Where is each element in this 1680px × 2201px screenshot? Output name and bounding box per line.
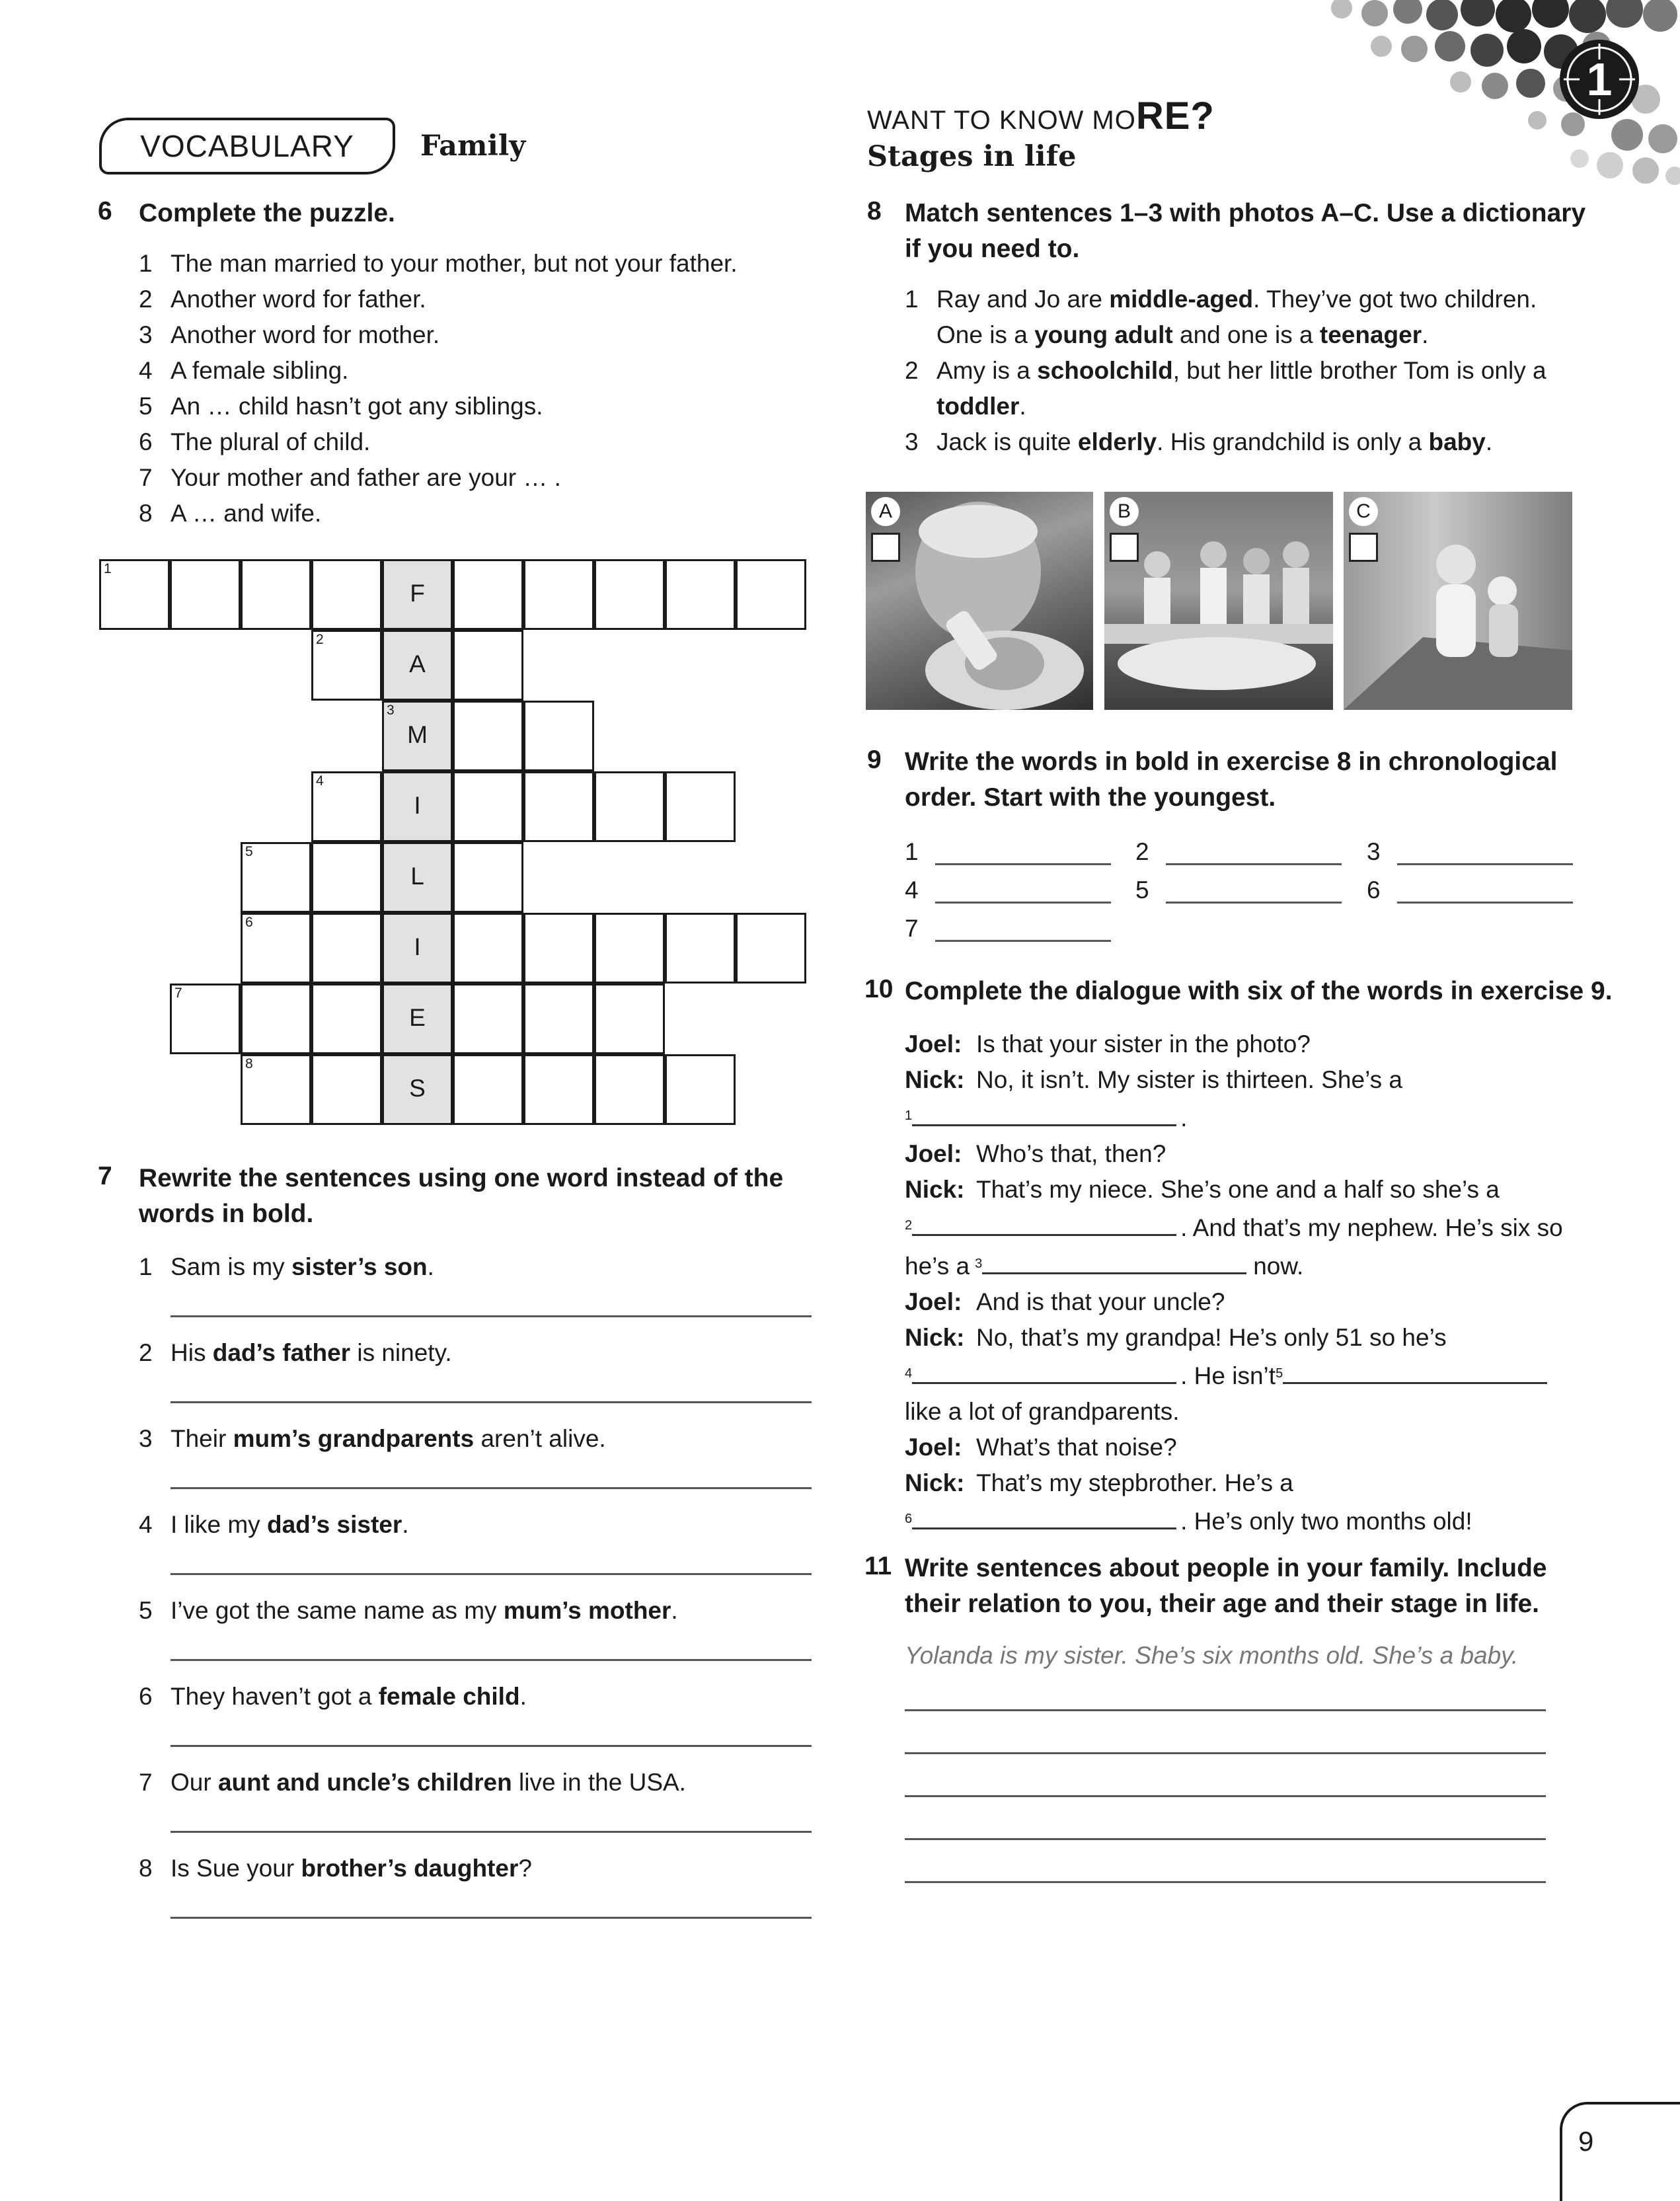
bold-phrase: female child bbox=[378, 1683, 520, 1710]
dialogue-text: Who’s that, then? bbox=[976, 1140, 1166, 1167]
ex8-number: 8 bbox=[867, 197, 882, 225]
ex8-sentence-2 bbox=[905, 353, 1546, 389]
item-text: His bbox=[171, 1339, 213, 1366]
gap-5-input[interactable] bbox=[1283, 1356, 1547, 1384]
photo-label: A bbox=[871, 497, 900, 526]
crossword-cell[interactable] bbox=[453, 913, 523, 984]
speaker: Nick: bbox=[905, 1324, 965, 1351]
dialogue-text: What’s that noise? bbox=[976, 1434, 1177, 1461]
item-text: . bbox=[427, 1253, 434, 1280]
dialogue-line bbox=[905, 1320, 1599, 1356]
item-text: . bbox=[402, 1511, 409, 1538]
ex11-number: 11 bbox=[864, 1552, 892, 1580]
item-text: . bbox=[519, 1683, 527, 1710]
bold-phrase: brother’s daughter bbox=[301, 1855, 519, 1882]
clue-item bbox=[139, 246, 738, 282]
bold-word: elderly bbox=[1077, 428, 1157, 455]
crossword-cell[interactable] bbox=[594, 1054, 665, 1125]
gap-1-input[interactable] bbox=[912, 1098, 1176, 1126]
dialogue-line bbox=[905, 1284, 1599, 1320]
crossword-cell[interactable] bbox=[241, 842, 311, 913]
dialogue-text: No, that’s my grandpa! He’s only 51 so he’s bbox=[976, 1324, 1447, 1351]
dialogue-line bbox=[905, 1098, 1599, 1136]
ex10-number: 10 bbox=[864, 975, 894, 1003]
ex10-dialogue bbox=[905, 1026, 1599, 1539]
speaker: Joel: bbox=[905, 1030, 962, 1058]
clue-item bbox=[139, 282, 738, 317]
crossword-clue-number: 2 bbox=[316, 632, 324, 647]
ex7-item bbox=[139, 1507, 409, 1543]
crossword-cell[interactable] bbox=[523, 701, 594, 771]
dialogue-line bbox=[905, 1208, 1599, 1246]
dialogue-line bbox=[905, 1136, 1599, 1172]
sentence-number: 3 bbox=[905, 428, 919, 455]
dialogue-text: he’s a bbox=[905, 1253, 970, 1280]
crossword-clue-number: 4 bbox=[316, 773, 324, 789]
item-number: 1 bbox=[139, 1253, 153, 1280]
dialogue-line bbox=[905, 1026, 1599, 1062]
clue-item bbox=[139, 424, 738, 460]
crossword-clue-number: 3 bbox=[387, 703, 395, 718]
clue-text: A … and wife. bbox=[171, 500, 322, 527]
clue-item bbox=[139, 353, 738, 389]
crossword-solution-cell bbox=[382, 984, 453, 1054]
photo-b bbox=[1104, 492, 1333, 710]
ex8-title-line: if you need to. bbox=[905, 235, 1080, 263]
gap-number: 3 bbox=[975, 1256, 983, 1271]
item-text: They haven’t got a bbox=[171, 1683, 379, 1710]
ex7-number: 7 bbox=[98, 1162, 112, 1190]
dialogue-text: . And that’s my nephew. He’s six so bbox=[1180, 1214, 1563, 1241]
ex11-answer-line[interactable] bbox=[905, 1838, 1546, 1840]
ex9-answer-line[interactable] bbox=[1166, 902, 1342, 904]
item-text: Our bbox=[171, 1769, 218, 1796]
dialogue-line bbox=[905, 1172, 1599, 1208]
ex9-number: 9 bbox=[867, 746, 882, 774]
item-text: Is Sue your bbox=[171, 1855, 301, 1882]
sentence-text: and one is a bbox=[1172, 321, 1320, 348]
ex9-blank-number: 2 bbox=[1135, 838, 1149, 865]
dialogue-text: No, it isn’t. My sister is thirteen. She’s a bbox=[976, 1066, 1402, 1093]
bold-word: toddler bbox=[936, 393, 1020, 420]
dialogue-text: . He isn’t bbox=[1180, 1362, 1276, 1389]
ex7-answer-line[interactable] bbox=[171, 1487, 812, 1489]
crossword-cell[interactable] bbox=[523, 913, 594, 984]
page-number: 9 bbox=[1578, 2126, 1594, 2157]
crossword-cell[interactable] bbox=[311, 842, 382, 913]
crossword-cell[interactable] bbox=[665, 771, 736, 842]
speaker: Nick: bbox=[905, 1469, 965, 1496]
clue-number: 4 bbox=[139, 357, 153, 384]
crossword-cell[interactable] bbox=[241, 1054, 311, 1125]
photo-c-answer-box[interactable] bbox=[1349, 533, 1378, 562]
photo-b-answer-box[interactable] bbox=[1110, 533, 1139, 562]
item-number: 7 bbox=[139, 1769, 153, 1796]
ex9-answer-line[interactable] bbox=[935, 902, 1111, 904]
ex8-sentence-1 bbox=[905, 282, 1546, 317]
dialogue-line bbox=[905, 1356, 1599, 1394]
item-text: aren’t alive. bbox=[474, 1425, 606, 1452]
gap-number: 5 bbox=[1276, 1366, 1283, 1381]
crossword-cell[interactable] bbox=[665, 913, 736, 984]
gap-2-input[interactable] bbox=[912, 1208, 1176, 1236]
speaker: Joel: bbox=[905, 1434, 962, 1461]
crossword-cell[interactable] bbox=[311, 771, 382, 842]
crossword-cell[interactable] bbox=[594, 913, 665, 984]
crossword-solution-cell bbox=[382, 559, 453, 630]
crossword-clue-number: 8 bbox=[245, 1056, 253, 1071]
ex7-item bbox=[139, 1851, 532, 1886]
clue-text: Your mother and father are your … . bbox=[171, 464, 561, 491]
crossword-solution-cell bbox=[382, 771, 453, 842]
crossword-cell[interactable] bbox=[170, 984, 241, 1054]
gap-number: 4 bbox=[905, 1366, 913, 1381]
dialogue-line bbox=[905, 1465, 1599, 1501]
sentence-text: . bbox=[1485, 428, 1493, 455]
crossword-cell[interactable] bbox=[241, 984, 311, 1054]
photo-a bbox=[866, 492, 1093, 710]
clue-number: 8 bbox=[139, 500, 153, 527]
crossword-clue-number: 7 bbox=[174, 985, 182, 1001]
crossword-cell[interactable] bbox=[453, 984, 523, 1054]
sentence-number: 2 bbox=[905, 357, 919, 384]
crossword-cell[interactable] bbox=[665, 559, 736, 630]
ex9-title bbox=[905, 744, 1557, 816]
item-number: 3 bbox=[139, 1425, 153, 1452]
photo-label: C bbox=[1349, 497, 1378, 526]
clue-text: An … child hasn’t got any siblings. bbox=[171, 393, 543, 420]
ex11-answer-line[interactable] bbox=[905, 1881, 1546, 1883]
item-number: 8 bbox=[139, 1855, 153, 1882]
ex7-answer-line[interactable] bbox=[171, 1659, 812, 1661]
photo-a-answer-box[interactable] bbox=[871, 533, 900, 562]
clue-item bbox=[139, 317, 738, 353]
crossword-letter: A bbox=[409, 650, 426, 677]
crossword-cell[interactable] bbox=[665, 1054, 736, 1125]
ex8-sentence-1-cont bbox=[905, 317, 1546, 353]
photo-c bbox=[1344, 492, 1572, 710]
crossword-letter: M bbox=[407, 721, 428, 748]
sentence-number: 1 bbox=[905, 286, 919, 313]
crossword-cell[interactable] bbox=[453, 559, 523, 630]
crossword-cell[interactable] bbox=[594, 771, 665, 842]
want-to-know-text: WANT TO KNOW MO bbox=[867, 106, 1136, 135]
sentence-text: Ray and Jo are bbox=[936, 286, 1110, 313]
crossword-letter: S bbox=[409, 1075, 426, 1102]
dialogue-text: . bbox=[1180, 1104, 1188, 1132]
unit-number: 1 bbox=[1586, 54, 1613, 105]
gap-number: 6 bbox=[905, 1512, 913, 1526]
ex11-answer-line[interactable] bbox=[905, 1709, 1546, 1711]
stages-in-life-title: Stages in life bbox=[867, 140, 1077, 173]
ex8-sentence-3 bbox=[905, 424, 1546, 460]
dialogue-line bbox=[905, 1394, 1599, 1430]
ex11-example: Yolanda is my sister. She’s six months old. She’s a baby. bbox=[905, 1642, 1519, 1669]
vocabulary-topic: Family bbox=[420, 130, 526, 163]
crossword-cell[interactable] bbox=[453, 842, 523, 913]
ex10-title: Complete the dialogue with six of the words in exercise 9. bbox=[905, 977, 1613, 1005]
dialogue-text: That’s my niece. She’s one and a half so she’s a bbox=[976, 1176, 1500, 1203]
page-number-tab bbox=[1560, 2102, 1680, 2201]
bold-word: teenager bbox=[1319, 321, 1422, 348]
bold-phrase: dad’s sister bbox=[266, 1511, 402, 1538]
ex8-title-line: Match sentences 1–3 with photos A–C. Use a dictionary bbox=[905, 199, 1586, 227]
ex9-blank-number: 6 bbox=[1367, 876, 1381, 904]
item-number: 2 bbox=[139, 1339, 153, 1366]
vocabulary-label-text: VOCABULARY bbox=[140, 129, 354, 163]
ex7-item bbox=[139, 1679, 527, 1715]
crossword-cell[interactable] bbox=[241, 559, 311, 630]
ex7-answer-line[interactable] bbox=[171, 1831, 812, 1833]
sentence-text: One is a bbox=[936, 321, 1035, 348]
crossword-cell[interactable] bbox=[453, 1054, 523, 1125]
gap-number: 1 bbox=[905, 1108, 913, 1123]
crossword-cell[interactable] bbox=[311, 559, 382, 630]
crossword-cell[interactable] bbox=[311, 913, 382, 984]
item-text: I like my bbox=[171, 1511, 267, 1538]
crossword-cell[interactable] bbox=[523, 1054, 594, 1125]
bold-word: schoolchild bbox=[1037, 357, 1173, 384]
crossword-cell[interactable] bbox=[523, 984, 594, 1054]
clue-number: 7 bbox=[139, 464, 153, 491]
crossword-cell[interactable] bbox=[594, 559, 665, 630]
item-text: Their bbox=[171, 1425, 233, 1452]
ex9-blank-number: 3 bbox=[1367, 838, 1381, 865]
dialogue-line bbox=[905, 1430, 1599, 1465]
dialogue-text: . He’s only two months old! bbox=[1180, 1508, 1472, 1535]
bold-word: middle-aged bbox=[1109, 286, 1254, 313]
item-text: Sam is my bbox=[171, 1253, 291, 1280]
sentence-text: . bbox=[1019, 393, 1026, 420]
ex7-item bbox=[139, 1421, 606, 1457]
gap-6-input[interactable] bbox=[912, 1501, 1176, 1529]
sentence-text: . They’ve got two children. bbox=[1253, 286, 1537, 313]
photo-b-family-pier-illustration bbox=[1104, 492, 1333, 710]
ex8-title bbox=[905, 196, 1585, 267]
dialogue-line bbox=[905, 1501, 1599, 1539]
dialogue-line bbox=[905, 1246, 1599, 1284]
clue-text: The man married to your mother, but not your father. bbox=[171, 250, 738, 277]
photo-c-children-walking-illustration bbox=[1344, 492, 1572, 710]
dialogue-line bbox=[905, 1062, 1599, 1098]
ex7-item bbox=[139, 1765, 686, 1800]
ex9-blank-number: 7 bbox=[905, 915, 919, 942]
ex8-sentences bbox=[905, 282, 1546, 460]
want-to-know-more-heading bbox=[867, 94, 1215, 138]
crossword-cell[interactable] bbox=[170, 559, 241, 630]
crossword-cell[interactable] bbox=[736, 913, 806, 984]
speaker: Joel: bbox=[905, 1288, 962, 1315]
clue-number: 2 bbox=[139, 286, 153, 313]
crossword-cell[interactable] bbox=[453, 701, 523, 771]
ex9-blank-number: 4 bbox=[905, 876, 919, 904]
crossword-letter: L bbox=[410, 863, 424, 890]
gap-3-input[interactable] bbox=[982, 1246, 1246, 1274]
bold-phrase: mum’s mother bbox=[503, 1597, 671, 1624]
crossword-cell[interactable] bbox=[311, 630, 382, 701]
crossword-clue-number: 1 bbox=[104, 561, 112, 576]
ex9-answer-line[interactable] bbox=[1166, 863, 1342, 865]
clue-number: 6 bbox=[139, 428, 153, 455]
crossword-clue-number: 6 bbox=[245, 915, 253, 930]
speaker: Nick: bbox=[905, 1176, 965, 1203]
crossword-cell[interactable] bbox=[241, 913, 311, 984]
clue-item bbox=[139, 389, 738, 424]
clue-text: Another word for mother. bbox=[171, 321, 440, 348]
photo-label: B bbox=[1110, 497, 1139, 526]
crossword-cell[interactable] bbox=[311, 1054, 382, 1125]
item-text: ? bbox=[518, 1855, 532, 1882]
crossword-solution-cell bbox=[382, 842, 453, 913]
crossword-solution-cell bbox=[382, 1054, 453, 1125]
ex9-title-line: Write the words in bold in exercise 8 in chronological bbox=[905, 748, 1558, 776]
clue-item bbox=[139, 460, 738, 496]
ex11-title-line: Write sentences about people in your family. Include bbox=[905, 1554, 1547, 1582]
ex7-item bbox=[139, 1335, 452, 1371]
ex7-item bbox=[139, 1249, 434, 1285]
clue-text: Another word for father. bbox=[171, 286, 426, 313]
photo-a-grandfather-baby-illustration bbox=[866, 492, 1093, 710]
ex7-answer-line[interactable] bbox=[171, 1315, 812, 1317]
crossword-letter: I bbox=[414, 792, 421, 819]
vocabulary-label bbox=[99, 118, 395, 174]
unit-badge bbox=[1560, 40, 1639, 119]
ex7-answer-line[interactable] bbox=[171, 1745, 812, 1747]
ex7-title-line: Rewrite the sentences using one word instead of the bbox=[139, 1164, 784, 1192]
gap-4-input[interactable] bbox=[912, 1356, 1176, 1384]
ex11-answer-line[interactable] bbox=[905, 1752, 1546, 1754]
crossword-solution-cell bbox=[382, 630, 453, 701]
crossword-cell[interactable] bbox=[99, 559, 170, 630]
bold-word: young adult bbox=[1034, 321, 1173, 348]
crossword-cell[interactable] bbox=[311, 984, 382, 1054]
want-to-know-text-big: RE? bbox=[1135, 95, 1215, 137]
crossword-cell[interactable] bbox=[453, 771, 523, 842]
ex6-title: Complete the puzzle. bbox=[139, 199, 395, 227]
ex7-answer-line[interactable] bbox=[171, 1573, 812, 1575]
crossword-clue-number: 5 bbox=[245, 844, 253, 859]
crossword-cell[interactable] bbox=[594, 984, 665, 1054]
ex8-sentence-2-cont bbox=[905, 389, 1546, 424]
item-text: is ninety. bbox=[350, 1339, 452, 1366]
ex7-answer-line[interactable] bbox=[171, 1401, 812, 1403]
ex6-number: 6 bbox=[98, 197, 112, 225]
ex9-answer-line[interactable] bbox=[1397, 863, 1573, 865]
sentence-text: . bbox=[1422, 321, 1429, 348]
ex9-blank-number: 5 bbox=[1135, 876, 1149, 904]
crossword-letter: F bbox=[410, 580, 425, 607]
ex11-title bbox=[905, 1551, 1547, 1622]
ex11-title-line: their relation to you, their age and their stage in life. bbox=[905, 1590, 1539, 1618]
item-text: . bbox=[671, 1597, 678, 1624]
ex7-title-line: words in bold. bbox=[139, 1200, 314, 1228]
speaker: Joel: bbox=[905, 1140, 962, 1167]
ex9-answer-line[interactable] bbox=[935, 863, 1111, 865]
crossword-cell[interactable] bbox=[453, 630, 523, 701]
ex7-title bbox=[139, 1161, 783, 1232]
dialogue-text: And is that your uncle? bbox=[976, 1288, 1225, 1315]
clue-number: 3 bbox=[139, 321, 153, 348]
clue-number: 5 bbox=[139, 393, 153, 420]
crossword-cell[interactable] bbox=[523, 559, 594, 630]
ex9-answer-line[interactable] bbox=[935, 940, 1111, 942]
gap-number: 2 bbox=[905, 1218, 913, 1233]
bold-phrase: dad’s father bbox=[212, 1339, 351, 1366]
dialogue-text: now. bbox=[1253, 1253, 1304, 1280]
bold-word: baby bbox=[1428, 428, 1486, 455]
clue-text: The plural of child. bbox=[171, 428, 371, 455]
ex9-title-line: order. Start with the youngest. bbox=[905, 783, 1276, 812]
ex11-answer-line[interactable] bbox=[905, 1795, 1546, 1797]
ex6-clue-list bbox=[139, 246, 738, 531]
clue-text: A female sibling. bbox=[171, 357, 349, 384]
item-text: live in the USA. bbox=[512, 1769, 686, 1796]
crossword-cell[interactable] bbox=[523, 771, 594, 842]
ex9-blank-number: 1 bbox=[905, 838, 919, 865]
ex7-item bbox=[139, 1593, 678, 1629]
speaker: Nick: bbox=[905, 1066, 965, 1093]
sentence-text: Amy is a bbox=[936, 357, 1038, 384]
item-number: 4 bbox=[139, 1511, 153, 1538]
bold-phrase: sister’s son bbox=[291, 1253, 428, 1280]
bold-phrase: aunt and uncle’s children bbox=[217, 1769, 512, 1796]
crossword-cell[interactable] bbox=[736, 559, 806, 630]
dialogue-text: Is that your sister in the photo? bbox=[976, 1030, 1311, 1058]
dialogue-text: like a lot of grandparents. bbox=[905, 1398, 1180, 1425]
item-number: 6 bbox=[139, 1683, 153, 1710]
sentence-text: , but her little brother Tom is only a bbox=[1172, 357, 1546, 384]
ex9-answer-line[interactable] bbox=[1397, 902, 1573, 904]
crossword-solution-cell bbox=[382, 913, 453, 984]
crossword-letter: E bbox=[409, 1004, 426, 1031]
sentence-text: Jack is quite bbox=[936, 428, 1078, 455]
clue-number: 1 bbox=[139, 250, 153, 277]
crossword-letter: I bbox=[414, 933, 421, 960]
item-number: 5 bbox=[139, 1597, 153, 1624]
dialogue-text: That’s my stepbrother. He’s a bbox=[976, 1469, 1293, 1496]
crossword-solution-cell bbox=[382, 701, 453, 771]
sentence-text: . His grandchild is only a bbox=[1157, 428, 1429, 455]
item-text: I’ve got the same name as my bbox=[171, 1597, 504, 1624]
clue-item bbox=[139, 496, 738, 531]
ex7-answer-line[interactable] bbox=[171, 1917, 812, 1919]
bold-phrase: mum’s grandparents bbox=[233, 1425, 475, 1452]
